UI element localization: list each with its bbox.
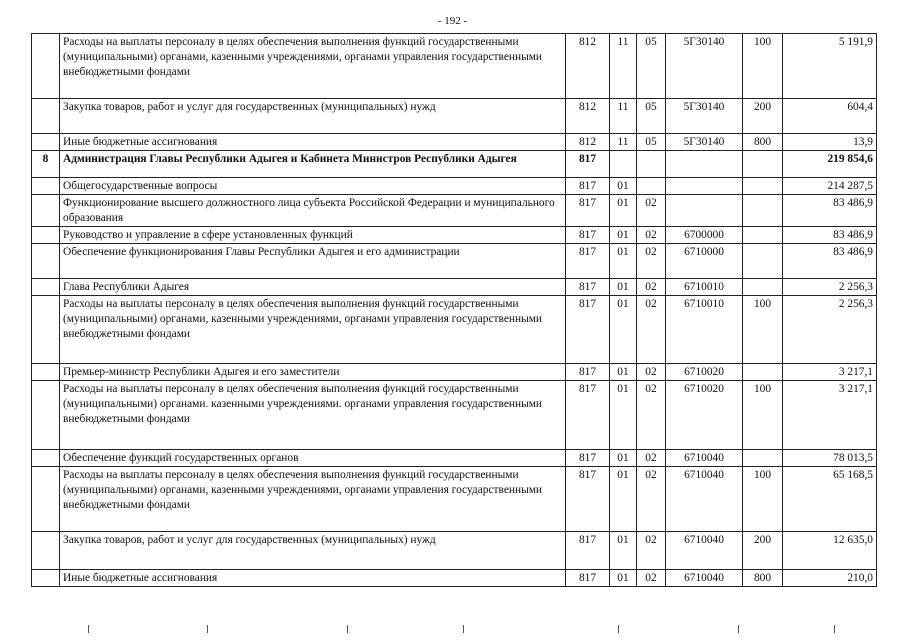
subsection-code-cell: 02: [637, 570, 666, 587]
target-article-code-cell: 6710020: [666, 381, 743, 450]
target-article-code-cell: [666, 178, 743, 195]
item-name-cell: Иные бюджетные ассигнования: [60, 134, 566, 151]
target-article-code-cell: 6710020: [666, 364, 743, 381]
subsection-code-cell: [637, 178, 666, 195]
expense-type-code-cell: 800: [743, 134, 783, 151]
subsection-code-cell: 02: [637, 227, 666, 244]
section-code-cell: 01: [610, 279, 637, 296]
section-code-cell: 01: [610, 364, 637, 381]
ministry-code-cell: 817: [566, 296, 610, 364]
section-code-cell: 01: [610, 244, 637, 279]
ministry-code-cell: 817: [566, 450, 610, 467]
amount-cell: 219 854,6: [783, 151, 877, 178]
row-number-cell: [32, 467, 60, 532]
expense-type-code-cell: 200: [743, 532, 783, 570]
table-row: [32, 570, 877, 587]
expense-type-code-cell: [743, 195, 783, 227]
ministry-code-cell: 817: [566, 244, 610, 279]
row-number-cell: [32, 244, 60, 279]
item-name-cell: Премьер-министр Республики Адыгея и его заместители: [60, 364, 566, 381]
subsection-code-cell: 02: [637, 450, 666, 467]
row-number-cell: [32, 134, 60, 151]
target-article-code-cell: 6710010: [666, 296, 743, 364]
subsection-code-cell: 02: [637, 467, 666, 532]
item-name-cell: Руководство и управление в сфере установленных функций: [60, 227, 566, 244]
ministry-code-cell: 817: [566, 467, 610, 532]
target-article-code-cell: 6700000: [666, 227, 743, 244]
target-article-code-cell: 5Г30140: [666, 34, 743, 99]
page-edge-marks: [0, 625, 905, 635]
row-number-cell: [32, 227, 60, 244]
item-name-cell: Общегосударственные вопросы: [60, 178, 566, 195]
item-name-cell: Иные бюджетные ассигнования: [60, 570, 566, 587]
table-row: [32, 450, 877, 467]
item-name-cell: Закупка товаров, работ и услуг для государственных (муниципальных) нужд: [60, 532, 566, 570]
section-code-cell: 01: [610, 296, 637, 364]
target-article-code-cell: 6710000: [666, 244, 743, 279]
section-code-cell: 01: [610, 227, 637, 244]
item-name-cell: Расходы на выплаты персоналу в целях обеспечения выполнения функций государственными (муниципальными) органами, казенными учреждениями, органами управления государственными внебюджетными фондами: [60, 34, 566, 99]
amount-cell: 5 191,9: [783, 34, 877, 99]
section-code-cell: 01: [610, 467, 637, 532]
amount-cell: 2 256,3: [783, 296, 877, 364]
ministry-code-cell: 812: [566, 134, 610, 151]
subsection-code-cell: 02: [637, 195, 666, 227]
ministry-code-cell: 817: [566, 178, 610, 195]
ministry-code-cell: 812: [566, 99, 610, 134]
item-name-cell: Обеспечение функций государственных органов: [60, 450, 566, 467]
amount-cell: 13,9: [783, 134, 877, 151]
item-name-cell: Администрация Главы Республики Адыгея и Кабинета Министров Республики Адыгея: [60, 151, 566, 178]
expense-type-code-cell: [743, 178, 783, 195]
item-name-cell: Функционирование высшего должностного лица субъекта Российской Федерации и муниципального образования: [60, 195, 566, 227]
subsection-code-cell: [637, 151, 666, 178]
row-number-cell: [32, 532, 60, 570]
row-number-cell: [32, 34, 60, 99]
section-code-cell: 01: [610, 195, 637, 227]
amount-cell: 78 013,5: [783, 450, 877, 467]
subsection-code-cell: 05: [637, 34, 666, 99]
section-code-cell: 01: [610, 178, 637, 195]
row-number-cell: [32, 195, 60, 227]
table-row: [32, 364, 877, 381]
expense-type-code-cell: [743, 227, 783, 244]
ministry-code-cell: 817: [566, 151, 610, 178]
table-row: [32, 99, 877, 134]
expense-type-code-cell: [743, 364, 783, 381]
target-article-code-cell: [666, 195, 743, 227]
ministry-code-cell: 817: [566, 279, 610, 296]
table-row: [32, 244, 877, 279]
expense-type-code-cell: 100: [743, 296, 783, 364]
ministry-code-cell: 817: [566, 195, 610, 227]
subsection-code-cell: 02: [637, 364, 666, 381]
page-number: - 192 -: [437, 15, 468, 27]
ministry-code-cell: 817: [566, 364, 610, 381]
subsection-code-cell: 02: [637, 381, 666, 450]
amount-cell: 210,0: [783, 570, 877, 587]
amount-cell: 214 287,5: [783, 178, 877, 195]
subsection-code-cell: 02: [637, 532, 666, 570]
subsection-code-cell: 02: [637, 279, 666, 296]
row-number-cell: [32, 279, 60, 296]
item-name-cell: Расходы на выплаты персоналу в целях обеспечения выполнения функций государственными (муниципальными) органами, казенными учреждениями, органами управления государственными внебюджетными фондами: [60, 467, 566, 532]
item-name-cell: Расходы на выплаты персоналу в целях обеспечения выполнения функций государственными (муниципальными) органами, казенными учреждениями, органами управления государственными внебюджетными фондами: [60, 296, 566, 364]
ministry-code-cell: 817: [566, 227, 610, 244]
target-article-code-cell: 5Г30140: [666, 99, 743, 134]
table-body: [32, 34, 877, 587]
target-article-code-cell: 6710040: [666, 450, 743, 467]
section-code-cell: 11: [610, 34, 637, 99]
table-row: [32, 195, 877, 227]
amount-cell: 65 168,5: [783, 467, 877, 532]
target-article-code-cell: 6710010: [666, 279, 743, 296]
expense-type-code-cell: [743, 151, 783, 178]
amount-cell: 2 256,3: [783, 279, 877, 296]
amount-cell: 12 635,0: [783, 532, 877, 570]
section-code-cell: 11: [610, 134, 637, 151]
expense-type-code-cell: [743, 279, 783, 296]
ministry-code-cell: 817: [566, 532, 610, 570]
section-code-cell: 01: [610, 570, 637, 587]
expense-type-code-cell: 100: [743, 381, 783, 450]
target-article-code-cell: 6710040: [666, 570, 743, 587]
table-row: [32, 296, 877, 364]
section-code-cell: [610, 151, 637, 178]
item-name-cell: Закупка товаров, работ и услуг для государственных (муниципальных) нужд: [60, 99, 566, 134]
row-number-cell: [32, 381, 60, 450]
ministry-code-cell: 812: [566, 34, 610, 99]
ministry-code-cell: 817: [566, 570, 610, 587]
expense-type-code-cell: [743, 450, 783, 467]
row-number-cell: [32, 570, 60, 587]
target-article-code-cell: 5Г30140: [666, 134, 743, 151]
table-row: [32, 134, 877, 151]
amount-cell: 3 217,1: [783, 381, 877, 450]
target-article-code-cell: [666, 151, 743, 178]
table-row: [32, 381, 877, 450]
row-number-cell: [32, 178, 60, 195]
subsection-code-cell: 02: [637, 244, 666, 279]
table-row: [32, 467, 877, 532]
row-number-cell: [32, 450, 60, 467]
amount-cell: 604,4: [783, 99, 877, 134]
table-row: [32, 34, 877, 99]
target-article-code-cell: 6710040: [666, 467, 743, 532]
item-name-cell: Обеспечение функционирования Главы Республики Адыгея и его администрации: [60, 244, 566, 279]
row-number-cell: 8: [32, 151, 60, 178]
section-code-cell: 11: [610, 99, 637, 134]
table-row: [32, 151, 877, 178]
subsection-code-cell: 02: [637, 296, 666, 364]
row-number-cell: [32, 364, 60, 381]
amount-cell: 83 486,9: [783, 195, 877, 227]
table-row: [32, 279, 877, 296]
row-number-cell: [32, 296, 60, 364]
target-article-code-cell: 6710040: [666, 532, 743, 570]
section-code-cell: 01: [610, 450, 637, 467]
amount-cell: 3 217,1: [783, 364, 877, 381]
ministry-code-cell: 817: [566, 381, 610, 450]
subsection-code-cell: 05: [637, 134, 666, 151]
item-name-cell: Глава Республики Адыгея: [60, 279, 566, 296]
expense-type-code-cell: 200: [743, 99, 783, 134]
section-code-cell: 01: [610, 381, 637, 450]
table-row: [32, 532, 877, 570]
amount-cell: 83 486,9: [783, 244, 877, 279]
table-row: [32, 178, 877, 195]
subsection-code-cell: 05: [637, 99, 666, 134]
expense-type-code-cell: 800: [743, 570, 783, 587]
expense-type-code-cell: 100: [743, 467, 783, 532]
expense-type-code-cell: [743, 244, 783, 279]
expense-type-code-cell: 100: [743, 34, 783, 99]
section-code-cell: 01: [610, 532, 637, 570]
budget-table: [31, 33, 877, 587]
table-row: [32, 227, 877, 244]
amount-cell: 83 486,9: [783, 227, 877, 244]
item-name-cell: Расходы на выплаты персоналу в целях обеспечения выполнения функций государственными (муниципальными) органами. казенными учреждениями. органами управления государственными внебюджетными фондами: [60, 381, 566, 450]
row-number-cell: [32, 99, 60, 134]
